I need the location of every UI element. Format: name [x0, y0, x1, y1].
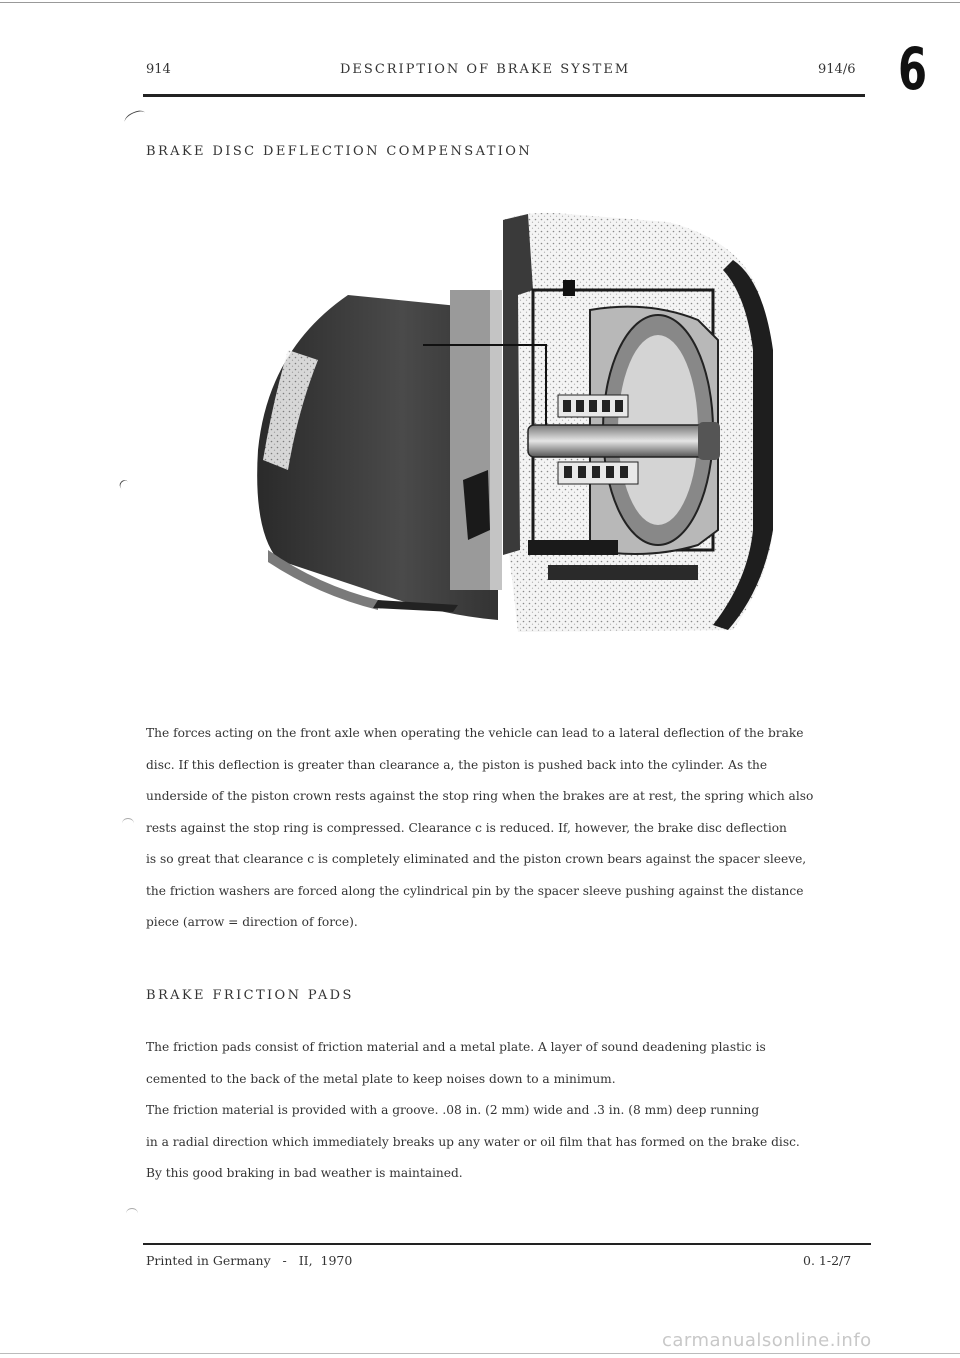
paragraph-line: rests against the stop ring is compressed. Clearance c is reduced. If, however, the brake disc deflection	[146, 820, 787, 835]
chapter-number: 6	[898, 35, 928, 103]
footer-code: 0. 1-2/7	[803, 1253, 852, 1268]
section-title-friction-pads: BRAKE FRICTION PADS	[146, 988, 354, 1003]
header-title: DESCRIPTION OF BRAKE SYSTEM	[340, 62, 631, 77]
margin-mark	[122, 818, 134, 829]
section-title-deflection: BRAKE DISC DEFLECTION COMPENSATION	[146, 144, 533, 159]
paragraph-line: The forces acting on the front axle when operating the vehicle can lead to a lateral deflection of the brake	[146, 726, 804, 740]
scan-edge-bottom	[0, 1353, 960, 1354]
paragraph-line: in a radial direction which immediately breaks up any water or oil film that has formed on the brake disc.	[146, 1134, 800, 1149]
watermark-text: carmanualsonline.info	[662, 1330, 872, 1351]
footer-printed: Printed in Germany - II, 1970	[146, 1253, 353, 1268]
paragraph-line: is so great that clearance c is completely eliminated and the piston crown bears against the spacer sleeve,	[146, 852, 807, 866]
footer-rule	[143, 1243, 871, 1245]
margin-mark	[118, 478, 133, 493]
deflection-paragraph	[146, 718, 852, 939]
header-rule	[143, 94, 865, 97]
paragraph-line: cemented to the back of the metal plate to keep noises down to a minimum.	[146, 1071, 616, 1086]
brake-caliper-cutaway-illustration	[228, 200, 783, 640]
paragraph-line: disc. If this deflection is greater than clearance a, the piston is pushed back into the cylinder. As the	[146, 757, 768, 772]
header-model: 914	[146, 62, 171, 77]
paragraph-line: By this good braking in bad weather is maintained.	[146, 1166, 463, 1180]
paragraph-line: piece (arrow = direction of force).	[146, 915, 358, 929]
friction-pads-paragraph	[146, 1032, 852, 1190]
scan-edge-top	[0, 2, 960, 3]
margin-mark	[126, 1208, 138, 1219]
header-page-ref: 914/6	[818, 62, 856, 77]
paragraph-line: The friction material is provided with a groove. .08 in. (2 mm) wide and .3 in. (8 mm) deep running	[146, 1103, 760, 1117]
paragraph-line: The friction pads consist of friction material and a metal plate. A layer of sound deadening plastic is	[146, 1040, 766, 1054]
margin-mark	[123, 108, 148, 127]
paragraph-line: underside of the piston crown rests against the stop ring when the brakes are at rest, the spring which also	[146, 789, 814, 803]
paragraph-line: the friction washers are forced along the cylindrical pin by the spacer sleeve pushing against the distance	[146, 883, 804, 898]
